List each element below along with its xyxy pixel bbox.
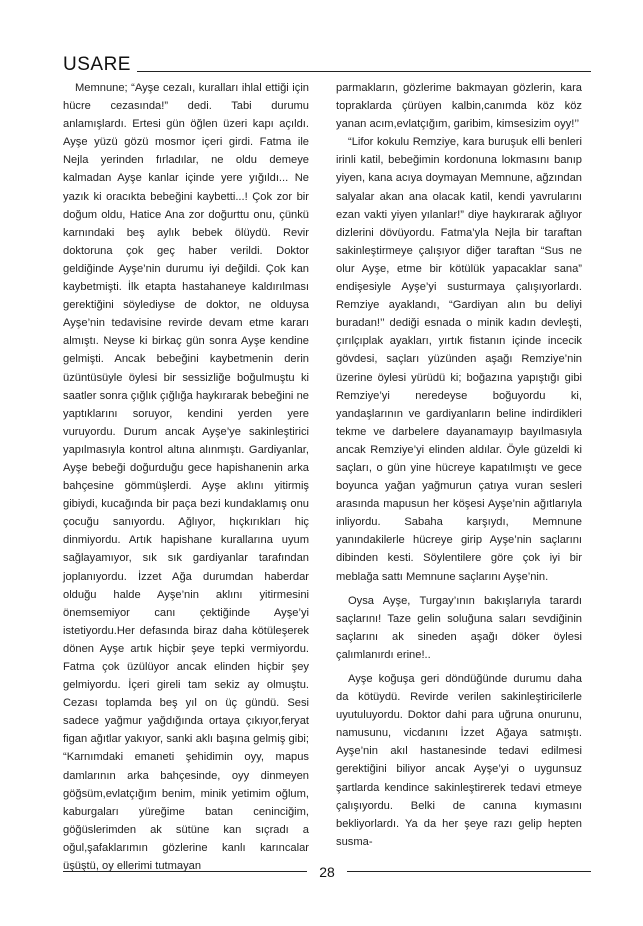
header-rule — [137, 71, 591, 72]
paragraph: parmakların, gözlerime bakmayan gözlerin, kara topraklarda çürüyen kalbin,canımda köz köz yanan acım,evlatçığım, garibim, kimsesizim oyy!’’ — [336, 82, 582, 131]
paragraph: Memnune; “Ayşe cezalı, kuralları ihlal ettiği için hücre cezasında!” dedi. Tabi durumu anlamışlardı. Ertesi gün öğlen üzeri kapı açıldı. Ayşe yüzü gözü mosmor içeri girdi. Fatma ile Nejla yerinden fırladılar, ne oldu demeye kalmadan Ayşe kanlar içinde yere yığıldı... Ne yazık ki oracıkta bebeğini kaybetti...! Çok zor bir doğum oldu, Hatice Ana zor doğurttu onu, çünkü karnındaki beş aylık bebek ölüydü. Revir doktoruna çok geç haber verildi. Doktor geldiğinde Ayşe’nin durumu iyi değildi. Çok kan kaybetmişti. İlk etapta hastahaneye kaldırılması gerektiğini söylediyse de doktor, ne olduysa Ayşe’nin tedavisine revirde devam etme kararı almıştı. Neyse ki birkaç gün sonra Ayşe kendine gelmişti. Ancak bebeğini kaybetmenin derin üzüntüsüyle öylesi bir sessizliğe boğulmuştu ki saatler sonra çığlık çığlığa haykırarak bebeğini ne yaptıklarını soruyor, kendini yerden yere vuruyordu. Durum ancak Ayşe’ye sakinleştirici yapılmasıyla kontrol altına alınmıştı. Gardiyanlar, Ayşe bebeği doğurduğu gece hapishanenin arka bahçesine gömmüşlerdi. Ayşe aklını yitirmiş gibiydi, kucağında bir paça bezi kundaklamış onu çocuğu sanıyordu. Ağlıyor, hıçkırıkları hiç dinmiyordu. Artık hapishane kurallarına uyum sağlayamıyor, sık sık gardiyanlar tarafından joplanıyordu. İzzet Ağa durumdan haberdar olduğu halde Ayşe’nin aklını yitirmesini önemsemiyor canı çektiğinde Ayşe’yi istetiyordu.Her defasında biraz daha kötüleşerek dönen Ayşe artık hiçbir şeye tepki vermiyordu. Fatma çok üzülüyor ancak elinden hiçbir şey gelmiyordu. İçeri gireli tam sekiz ay olmuştu. Cezası toplamda beş yıl on üç gündü. Sesi sadece yağmur yağdığında ortaya çıkıyor,feryat figan ağıtlar yakıyor, sanki aklı başına gelmiş gibi; “Karnımdaki emaneti şehidimin oyy, mapus damlarının arka bahçesinde, oyy dinmeyen göğsüm,evlatçığım benim, minik yetimim oğlum, kaburgaları yüreğime batan ceninciğim, göğüslerimden ak sütüne kan sıçradı a oğul,şafaklarımın gözlerine kanlı karıncalar üşüştü, oy ellerimi tutmayan — [63, 82, 309, 873]
paragraph: Oysa Ayşe, Turgay’ının bakışlarıyla tarardı saçlarını! Taze gelin soluğuna saları sevdiğinin saçlarını ak sineden aşağı döker öylesi çalımlanırdı erine!.. — [336, 594, 582, 661]
page-header — [63, 54, 591, 76]
footer-rule-right — [347, 871, 591, 872]
footer-rule-left — [63, 871, 307, 872]
publication-brand: USARE — [63, 54, 131, 75]
page-number: 28 — [319, 864, 335, 880]
page-footer — [63, 862, 591, 882]
paragraph: “Lifor kokulu Remziye, kara buruşuk elli benleri irinli katil, bebeğimin kordonuna lokmasını banıp yiyen, kana acıya doymayan Memnune, ağzından salyalar akan ana olacak katil, kendi yavrularını ezan vakti yiyen yılanlar!” diye haykırarak ağlıyor dizlerini dövüyordu. Fatma’yla Nejla bir taraftan sakinleştirmeye çalışıyor diğer taraftan “Sus ne olur Ayşe, etme bir kötülük yapacaklar sana” endişesiyle Ayşe’yi susturmaya çalışıyorlardı. Remziye ayaklandı, “Gardiyan alın bu deliyi buradan!’’ dediği esnada o minik kadın devleşti, çırılçıplak ayakları, yırtık fistanın içinde incecik gövdesi, saçları yüzünden aşağı Remziye’nin üzerine öylesi yürüdü ki; boğazına yapıştığı gibi Remziye’yi neredeyse boğuyordu ki, yandaşlarının ve gardiyanların beline indirdikleri tekme ve darbelere dayanamayıp bayılmasıyla ancak Remziye’yi elinden aldılar. Öyle güzeldi ki saçları, o gün yine hücreye kapatılmıştı ve gece boyunca yağan yağmurun çatıya vuran sesleri arasında mapusun her köşesi Ayşe’nin ağıtlarıyla inliyordu. Sabaha karşıydı, Memnune yanındakilerle hücreye girip Ayşe’nin saçlarını dibinden kesti. Söylentilere göre çok iyi bir meblağa sattı Memnune saçlarını Ayşe’nin. — [336, 136, 582, 583]
right-column — [336, 79, 582, 851]
left-column — [63, 79, 309, 875]
paragraph: Ayşe koğuşa geri döndüğünde durumu daha da kötüydü. Revirde verilen sakinleştiricilerle uyutuluyordu. Doktor dahi para uğruna onurunu, namusunu, vicdanını İzzet Ağaya satmıştı. Ayşe’nin akıl hastanesinde tedavi edilmesi gerektiğini biliyor ancak Ayşe’yi o uygunsuz şartlarda kendince sakinleştirerek tedavi etmeye çalışıyordu. Belki de canına kıymasını bekliyorlardı. Ya da her şeye razı gelip hepten susma- — [336, 673, 582, 848]
